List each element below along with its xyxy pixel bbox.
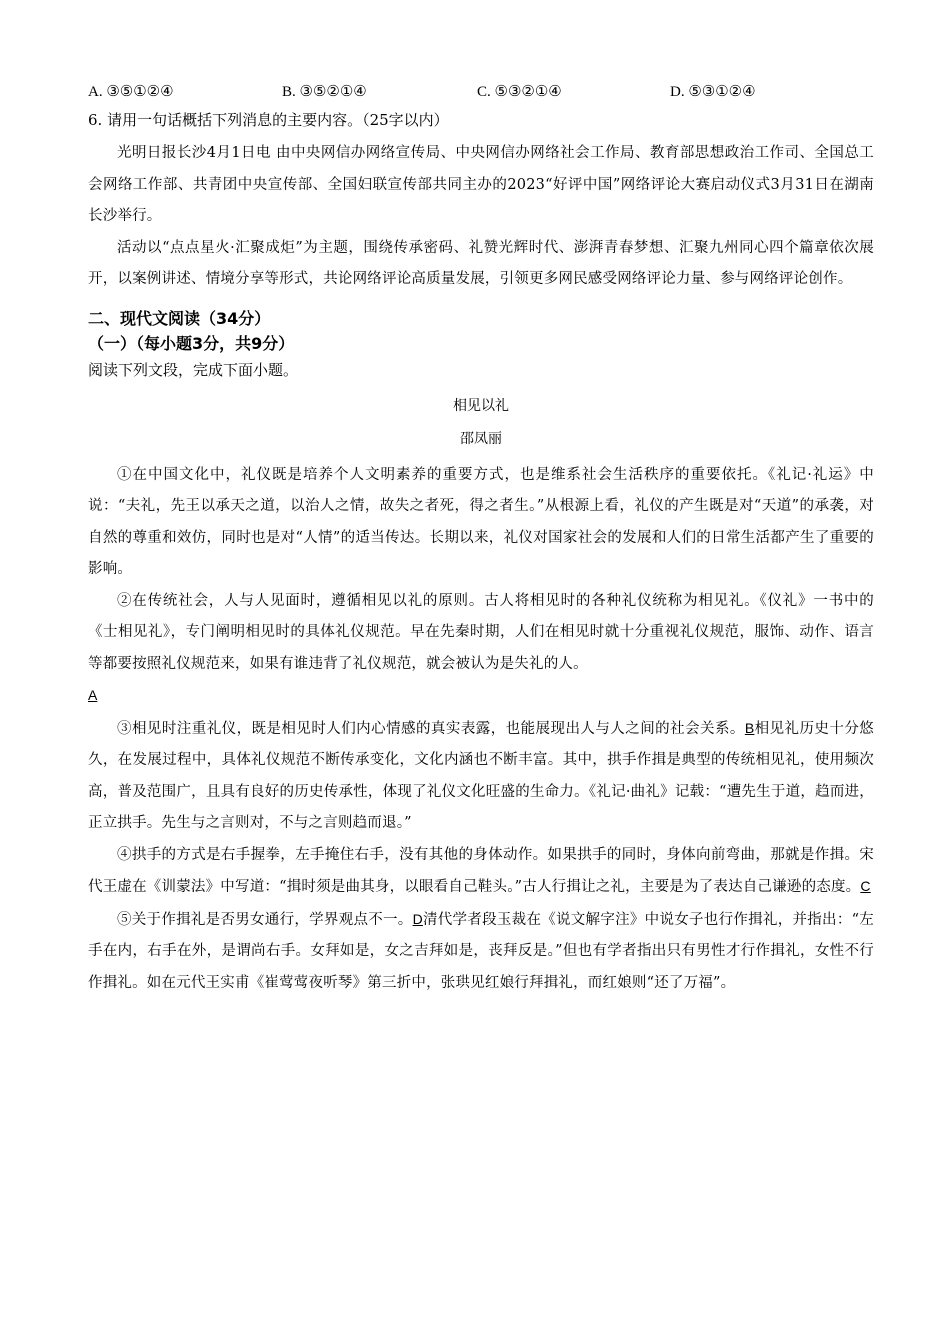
section-title: 二、现代文阅读（34分） xyxy=(88,308,271,328)
article-paragraph-5 xyxy=(88,904,874,1000)
article-paragraph-3 xyxy=(88,713,874,840)
article-paragraph-4 xyxy=(88,840,874,904)
document-page xyxy=(88,78,874,999)
option-d: D. ⑤③①②④ xyxy=(670,84,756,100)
option-a: A. ③⑤①②④ xyxy=(88,84,174,100)
marker-d: D xyxy=(412,910,423,927)
paragraph-4-text: ④拱手的方式是右手握拳，左手掩住右手，没有其他的身体动作。如果拱手的同时，身体向前弯曲，那就是作揖。宋代王虚在《训蒙法》中写道：“揖时须是曲其身，以眼看自己鞋头。”古人行揖让之礼，主要是为了表达自己谦逊的态度。 xyxy=(88,846,874,895)
paragraph-3-part-2: 相见礼历史十分悠久，在发展过程中，具体礼仪规范不断传承变化，文化内涵也不断丰富。其中，拱手作揖是典型的传统相见礼，使用频次高，普及范围广，且具有良好的历史传承性，体现了礼仪文化旺盛的生命力。《礼记·曲礼》记载：“遭先生于道，趋而进，正立拱手。先生与之言则对，不与之言则趋而退。” xyxy=(88,720,874,831)
answer-options xyxy=(88,78,874,106)
article-author: 邵凤丽 xyxy=(460,430,502,447)
article-body xyxy=(88,460,874,1000)
article-title: 相见以礼 xyxy=(453,397,509,414)
article-paragraph-1: ①在中国文化中，礼仪既是培养个人文明素养的重要方式，也是维系社会生活秩序的重要依托。《礼记·礼运》中说：“夫礼，先王以承天之道，以治人之情，故失之者死，得之者生。”从根源上看，礼仪的产生既是对“天道”的承袭，对自然的尊重和效仿，同时也是对“人情”的适当传达。长期以来，礼仪对国家社会的发展和人们的日常生活都产生了重要的影响。 xyxy=(88,466,874,577)
news-paragraph-2: 活动以“点点星火·汇聚成炬”为主题，围绕传承密码、礼赞光辉时代、澎湃青春梦想、汇聚九州同心四个篇章依次展开，以案例讲述、情境分享等形式，共论网络评论高质量发展，引领更多网民感受网络评论力量、参与网络评论创作。 xyxy=(88,239,874,287)
marker-b: B xyxy=(744,719,755,736)
section-instruction: 阅读下列文段，完成下面小题。 xyxy=(88,360,299,379)
marker-c: C xyxy=(860,878,871,894)
option-b: B. ③⑤②①④ xyxy=(282,84,367,100)
paragraph-5-part-1: ⑤关于作揖礼是否男女通行，学界观点不一。 xyxy=(117,911,413,928)
paragraph-5-part-2: 清代学者段玉裁在《说文解字注》中说女子也行作揖礼，并指出：“左手在内，右手在外，是谓尚右手。女拜如是，女之吉拜如是，丧拜反是。”但也有学者指出只有男性才行作揖礼，女性不行作揖礼。如在元代王实甫《崔莺莺夜听琴》第三折中，张珙见红娘行拜揖礼，而红娘则“还了万福”。 xyxy=(88,911,874,991)
news-paragraph-1: 光明日报长沙4月1日电 由中央网信办网络宣传局、中央网信办网络社会工作局、教育部思想政治工作司、全国总工会网络工作部、共青团中央宣传部、全国妇联宣传部共同主办的2023“好评中国”网络评论大赛启动仪式3月31日在湖南长沙举行。 xyxy=(88,145,874,224)
marker-a: A xyxy=(88,687,98,703)
article-paragraph-2: ②在传统社会，人与人见面时，遵循相见以礼的原则。古人将相见时的各种礼仪统称为相见礼。《仪礼》一书中的《士相见礼》，专门阐明相见时的具体礼仪规范。早在先秦时期，人们在相见时就十分重视礼仪规范，服饰、动作、语言等都要按照礼仪规范来，如果有谁违背了礼仪规范，就会被认为是失礼的人。 xyxy=(88,592,874,672)
section-subtitle: （一）（每小题3分，共9分） xyxy=(88,333,295,353)
option-c: C. ⑤③②①④ xyxy=(477,84,562,100)
paragraph-3-part-1: ③相见时注重礼仪，既是相见时人们内心情感的真实表露，也能展现出人与人之间的社会关系。 xyxy=(117,720,745,737)
question-6-prompt: 6. 请用一句话概括下列消息的主要内容。（25字以内） xyxy=(88,111,449,129)
marker-a-line xyxy=(88,680,874,713)
